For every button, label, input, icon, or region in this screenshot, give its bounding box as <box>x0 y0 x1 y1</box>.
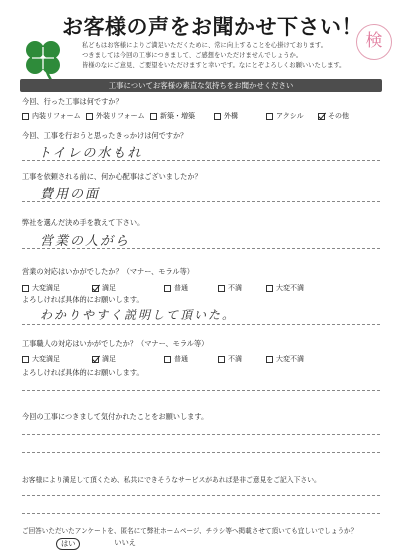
checkbox[interactable] <box>22 356 29 363</box>
sales-rating-options <box>22 283 304 293</box>
question-work-type: 今回、行った工事は何ですか？ <box>22 97 123 106</box>
answer-line <box>22 434 380 435</box>
answer-line <box>22 248 380 249</box>
checkbox[interactable] <box>266 113 273 120</box>
rating-very-satisfied[interactable]: 大変満足 <box>22 283 92 293</box>
option-new-build[interactable]: 新築・増築 <box>150 111 214 121</box>
answer-line <box>22 160 380 161</box>
page-title: お客様の声をお聞かせ下さい！ <box>62 15 363 39</box>
answer-concerns[interactable]: 費用の面 <box>40 187 101 202</box>
answer-line <box>22 513 380 514</box>
option-other[interactable]: その他 <box>318 111 349 121</box>
consent-yes[interactable]: はい <box>56 538 80 550</box>
checkbox-checked[interactable] <box>92 356 99 363</box>
rating-dissatisfied[interactable]: 不満 <box>218 283 266 293</box>
checkbox[interactable] <box>22 113 29 120</box>
intro-line: 皆様のなにご意見、ご要望をいただけますと幸いです。なにとぞよろしくお願いいたします。 <box>82 62 346 70</box>
inspection-stamp: 検 <box>356 24 392 60</box>
answer-sales-detail[interactable]: わかりやすく説明して頂いた。 <box>40 308 237 322</box>
consent-options <box>56 538 136 550</box>
question-service-ideas: お客様により満足して頂くため、私共にできそうなサービスがあれば是非ご意見をご記入下さい。 <box>22 476 321 484</box>
question-concerns: 工事を依頼される前に、何か心配事はございましたか？ <box>22 172 202 181</box>
option-exterior-works[interactable]: 外構 <box>214 111 266 121</box>
answer-line <box>22 495 380 496</box>
question-notes: 今回の工事につきまして気付かれたことをお願いします。 <box>22 412 209 421</box>
answer-trigger[interactable]: トイレの水もれ <box>38 146 143 161</box>
question-craftsman-response: 工事職人の対応はいかがでしたか？（マナー、モラル等） <box>22 339 209 348</box>
intro-line: つきましては今回の工事につきまして、ご感想をいただけませんでしょうか。 <box>82 52 303 60</box>
question-publish-consent: ご回答いただいたアンケートを、匿名にて弊社ホームページ、チラシ等へ掲載させて頂いても宜しいでしょうか？ <box>22 527 358 535</box>
question-sales-response: 営業の対応はいかがでしたか？（マナー、モラル等） <box>22 267 194 276</box>
rating-satisfied[interactable]: 満足 <box>92 283 164 293</box>
answer-line <box>22 452 380 453</box>
option-exterior-reform[interactable]: 外装リフォーム <box>86 111 150 121</box>
consent-no[interactable]: いいえ <box>114 538 136 547</box>
work-type-options <box>22 111 349 121</box>
rating-neutral[interactable]: 普通 <box>164 283 218 293</box>
checkbox[interactable] <box>214 113 221 120</box>
option-interior-reform[interactable]: 内装リフォーム <box>22 111 86 121</box>
rating-satisfied[interactable]: 満足 <box>92 354 164 364</box>
checkbox[interactable] <box>266 356 273 363</box>
intro-line: 私どもはお客様によりご満足いただくために、常に向上することを心掛けております。 <box>82 42 328 49</box>
checkbox-checked[interactable] <box>318 113 325 120</box>
rating-very-satisfied[interactable]: 大変満足 <box>22 354 92 364</box>
checkbox[interactable] <box>86 113 93 120</box>
checkbox[interactable] <box>164 356 171 363</box>
checkbox[interactable] <box>266 285 273 292</box>
question-deciding-factor: 弊社を選んだ決め手を教えて下さい。 <box>22 218 145 227</box>
clover-icon <box>21 36 65 82</box>
answer-deciding-factor[interactable]: 営業の人がら <box>40 234 131 249</box>
checkbox[interactable] <box>22 285 29 292</box>
rating-neutral[interactable]: 普通 <box>164 354 218 364</box>
checkbox[interactable] <box>164 285 171 292</box>
detail-prompt: よろしければ具体的にお願いします。 <box>22 295 144 304</box>
detail-prompt: よろしければ具体的にお願いします。 <box>22 368 144 377</box>
checkbox[interactable] <box>218 356 225 363</box>
checkbox-checked[interactable] <box>92 285 99 292</box>
checkbox[interactable] <box>218 285 225 292</box>
section-banner: 工事についてお客様の素直な気持ちをお聞かせください <box>20 79 382 92</box>
question-trigger: 今回、工事を行おうと思ったきっかけは何ですか？ <box>22 131 188 140</box>
answer-line <box>22 324 380 325</box>
option-axil[interactable]: アクシル <box>266 111 318 121</box>
rating-dissatisfied[interactable]: 不満 <box>218 354 266 364</box>
answer-line <box>22 390 380 391</box>
craftsman-rating-options <box>22 354 304 364</box>
rating-very-dissatisfied[interactable]: 大変不満 <box>266 283 304 293</box>
intro-text <box>82 41 352 72</box>
answer-line <box>22 201 380 202</box>
checkbox[interactable] <box>150 113 157 120</box>
rating-very-dissatisfied[interactable]: 大変不満 <box>266 354 304 364</box>
